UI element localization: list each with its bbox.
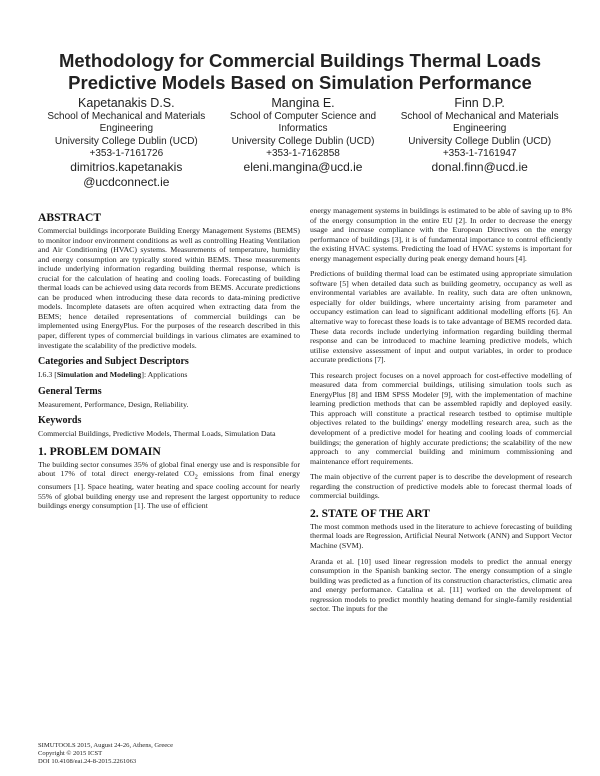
section-1-heading: 1. PROBLEM DOMAIN <box>38 444 161 458</box>
keywords-text: Commercial Buildings, Predictive Models, Thermal Loads, Simulation Data <box>38 429 276 439</box>
author-name: Finn D.P. <box>454 96 505 110</box>
section-1-text-a: The building sector consumes 35% of global final energy use and is responsible for about 17% of total direct energy-related CO <box>38 459 300 479</box>
author-affiliation: School of Computer Science and <box>229 111 377 122</box>
author-phone: +353-1-7161726 <box>89 147 164 159</box>
paragraph: Aranda et al. [10] used linear regression models to predict the annual energy consumption in the Spanish banking sector. The energy consumption of a single building was predicted as a function of its construction characteristics, climatic area and energy performance. Catalina et al. [11] worked on the development of regression models to predict monthly heating demand for single-family residential sector. The inputs for the <box>310 556 572 614</box>
author-affiliation: Engineering <box>452 123 507 135</box>
paper-title <box>0 50 600 94</box>
section-1-text-b: emissions from final energy consumers [1]. Space heating, water heating and space cooling account for nearly 55% of global building energy use and represent the largest opportunity to reduce buildings energy consumption [1]. The use of efficient <box>38 469 300 511</box>
footer-doi: DOI 10.4108/eai.24-8-2015.2261063 <box>38 758 137 766</box>
author-3 <box>391 96 568 190</box>
right-column <box>310 206 572 620</box>
co2-subscript: 2 <box>194 473 198 481</box>
paragraph: The most common methods used in the literature to achieve forecasting of building thermal loads are Regression, Artificial Neural Network (ANN) and Support Vector Machine (SVM). <box>310 521 572 550</box>
author-phone: +353-1-7161947 <box>442 147 517 159</box>
abstract-text: Commercial buildings incorporate Building Energy Management Systems (BEMS) to monitor indoor environment conditions as well as controlling Heating Ventilation and Air Conditioning (HVAC) systems. Measurements of temperature, humidity and energy consumption are typically stored within BEMS. These measurements include underlying information regarding building thermal response, which is crucial for the calculation of heating and cooling loads. Forecasting of building thermal loads can be achieved using data records from BEMS. Accurate predictions can be produced when introducing these data records to data-mining predictive models. Incomplete datasets are often acquired when extracting data from the BEMS; hence detailed representations of commercial buildings can be implemented using EnergyPlus. For the purposes of the research described in this paper, different types of commercial buildings in various climates are examined to investigate the scalability of the predictive models. <box>38 226 300 350</box>
author-university: University College Dublin (UCD) <box>54 135 198 147</box>
paragraph: The main objective of the current paper is to describe the development of research regarding the construction of predictive models able to forecast thermal loads of commercial buildings. <box>310 472 572 501</box>
general-terms-text: Measurement, Performance, Design, Reliability. <box>38 399 189 409</box>
author-name: Mangina E. <box>271 96 335 110</box>
title-line-1: Methodology for Commercial Buildings Thermal Loads <box>58 50 542 71</box>
categories-prefix: I.6.3 [ <box>38 370 57 380</box>
section-1-paragraph <box>38 460 300 511</box>
paragraph: Predictions of building thermal load can be estimated using appropriate simulation software [5] when detailed data such as building geometry, occupancy as well as environmental variables are available. In reality, such data are often unknown, especially for older buildings, where uncertainty arising from parameter and occupancy estimation can lead to significant additional modelling efforts [6]. An alternative way to forecast these loads is to take advantage of BEMS recorded data. These data records include underlying information regarding building thermal response and can be introduced to machine learning predictive models, which utilise extensive assessment of input and output variables, in order to produce accurate predictions [7]. <box>310 269 572 365</box>
left-column <box>38 207 300 517</box>
section-2-heading: 2. STATE OF THE ART <box>310 506 430 520</box>
author-affiliation: School of Mechanical and Materials <box>400 111 559 122</box>
author-university: University College Dublin (UCD) <box>231 135 375 147</box>
author-affiliation: Engineering <box>99 123 154 135</box>
author-university: University College Dublin (UCD) <box>408 135 552 147</box>
author-name: Kapetanakis D.S. <box>78 96 175 110</box>
author-2 <box>215 96 392 190</box>
author-email[interactable]: donal.finn@ucd.ie <box>431 160 528 175</box>
categories-suffix: ]: Applications <box>141 370 188 380</box>
copyright-footer <box>38 742 173 767</box>
author-email[interactable]: @ucdconnect.ie <box>83 175 170 190</box>
footer-copyright: Copyright © 2015 ICST <box>38 750 103 758</box>
author-phone: +353-1-7162858 <box>266 147 340 159</box>
abstract-heading: ABSTRACT <box>38 211 102 224</box>
paragraph: This research project focuses on a novel approach for cost-effective modelling of measured data from commercial buildings, utilising simulation tools such as EnergyPlus [8] and IBM SPSS Modeler [9], with the implementation of machine learning prediction methods that can be assembled rapidly and deployed easily. This approach will constitute a practical research testbed to optimise multiple objectives related to the buildings' energy modelling research area, such as the development of a predictive model for heating and cooling loads of commercial buildings; the generation of highly accurate predictions; the scalability of the new approach to any commercial building and minimum commissioning and maintenance effort requirements. <box>310 370 572 466</box>
footer-conference: SIMUTOOLS 2015, August 24-26, Athens, Greece <box>38 742 174 749</box>
categories-heading: Categories and Subject Descriptors <box>38 356 189 368</box>
general-terms-heading: General Terms <box>38 385 102 397</box>
title-line-2: Predictive Models Based on Simulation Performance <box>68 72 532 93</box>
categories-bold: Simulation and Modeling <box>56 370 142 380</box>
author-block <box>38 96 568 190</box>
paragraph: energy management systems in buildings is estimated to be able of saving up to 8% of the energy consumption in the entire EU [2]. In order to decrease the energy usage and increase compliance with the European Directives on the energy performance of buildings [3], it is of fundamental importance to control efficiently the existing HVAC systems. Predicting the load of HVAC systems is important for energy management especially during peak energy demand hours [4]. <box>310 206 572 263</box>
keywords-heading: Keywords <box>38 415 82 427</box>
author-1 <box>38 96 215 190</box>
author-email[interactable]: eleni.mangina@ucd.ie <box>243 160 363 175</box>
categories-text <box>38 370 300 380</box>
author-affiliation: School of Mechanical and Materials <box>47 111 206 122</box>
author-affiliation: Informatics <box>278 123 328 135</box>
author-email[interactable]: dimitrios.kapetanakis <box>70 160 183 175</box>
